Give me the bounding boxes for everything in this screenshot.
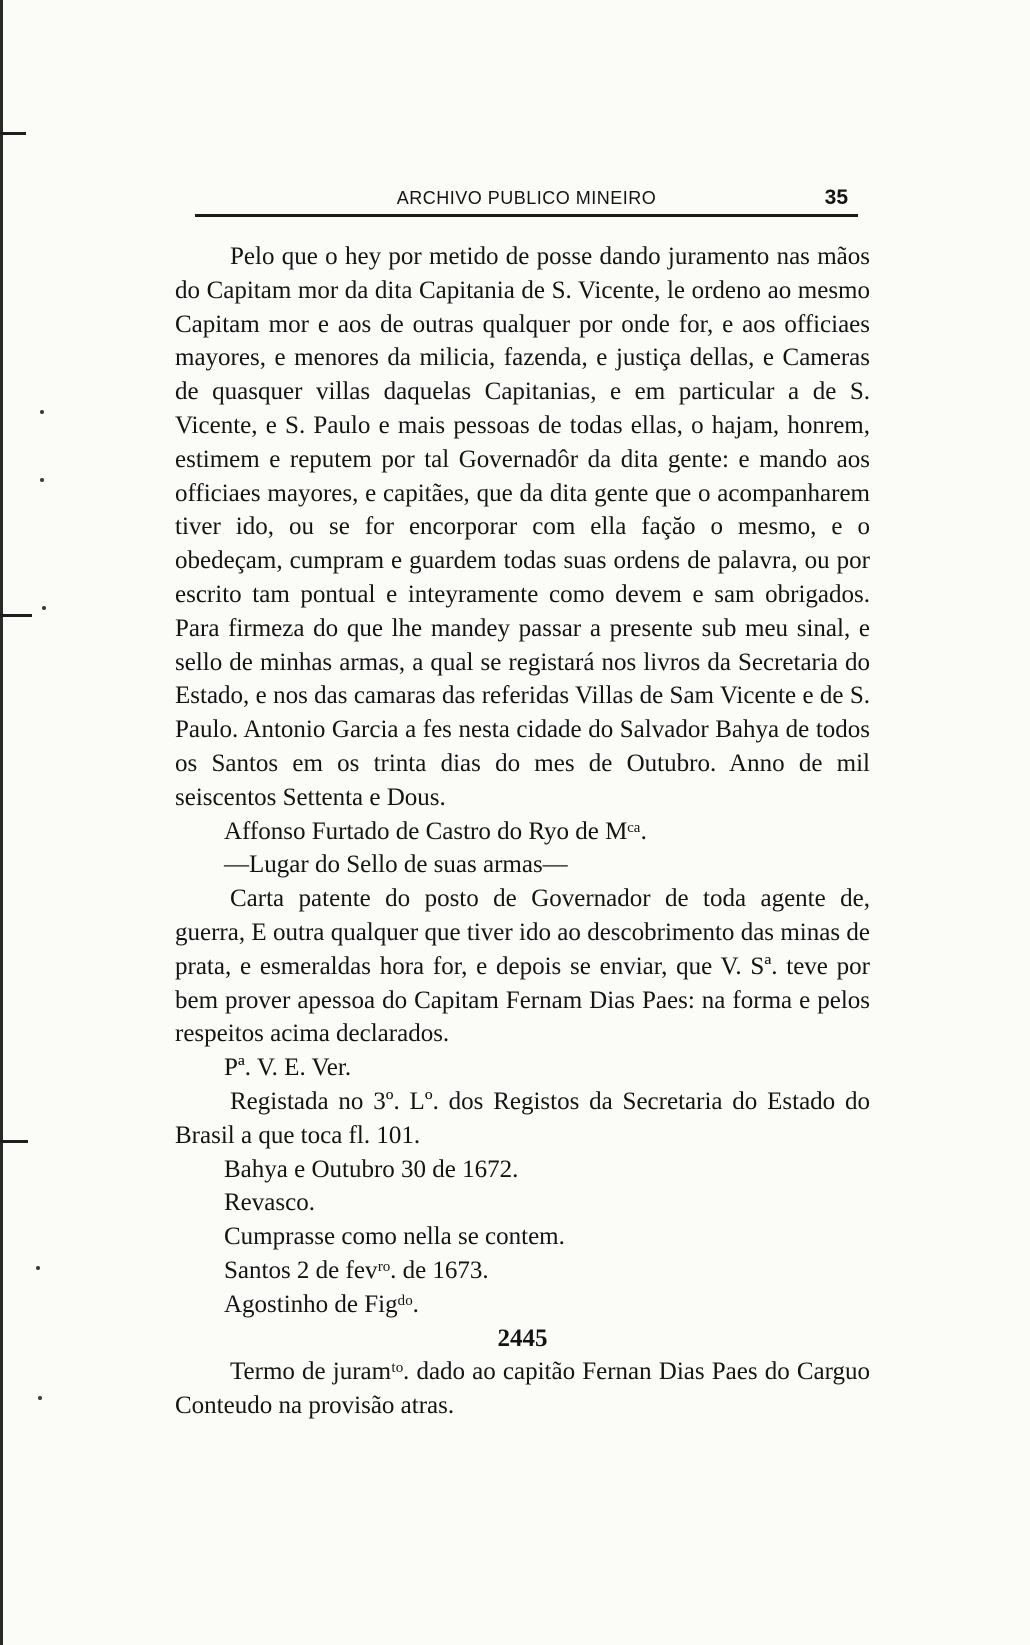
running-title: ARCHIVO PUBLICO MINEIRO: [396, 188, 657, 208]
page-edge: [0, 0, 3, 1645]
compliance-line: Cumprasse como nella se contem.: [224, 1223, 565, 1251]
registration-paragraph: Registada no 3º. Lº. dos Registos da Secretaria do Estado do Brasil a que toca fl. 101.: [175, 1087, 870, 1149]
per-vossa-excelencia: Pª. V. E. Ver.: [224, 1054, 352, 1082]
main-paragraph: Pelo que o hey por metido de posse dando juramento nas mãos do Capitam mor da dita Capitania de S. Vicente, le ordeno ao mesmo Capitam mor e aos de outras qualquer por onde for, e aos officiaes mayores, e menores da milicia, fazenda, e justiça dellas, e Cameras de quasquer villas daquelas Capitanias, e em particular a de S. Vicente, e S. Paulo e mais pessoas de todas ellas, o hajam, honrem, estimem e reputem por tal Governadôr da dita gente: e mando aos officiaes mayores, e capitães, que da dita gente que o acompanharem tiver ido, ou se for encorporar com ella façăo o mesmo, e o obedeçam, cumpram e guardem todas suas ordens de palavra, ou por escrito tam pontual e inteyramente como devem e sam obrigados. Para firmeza do que lhe mandey passar a presente sub meu sinal, e sello de minhas armas, a qual se registará nos livros da Secretaria do Estado, e nos das camaras das referidas Villas de Sam Vicente e de S. Paulo. Antonio Garcia a fes nesta cidade do Salvador Bahya de todos os Santos em os trinta dias do mes de Outubro. Anno de mil seiscentos Settenta e Dous.: [175, 243, 870, 811]
second-signature: Agostinho de Figᵈᵒ.: [224, 1290, 419, 1318]
speck: [36, 1266, 40, 1270]
signature: Affonso Furtado de Castro do Ryo de Mᶜᵃ.: [224, 817, 647, 845]
speck: [40, 410, 44, 414]
document-number: 2445: [497, 1324, 548, 1352]
margin-mark: [0, 1140, 28, 1143]
page-body: [175, 240, 870, 1423]
margin-mark: [0, 614, 32, 617]
registrar: Revasco.: [224, 1189, 315, 1217]
page-header: [195, 186, 858, 220]
speck: [38, 1396, 42, 1400]
page-number: 35: [824, 186, 848, 209]
speck: [40, 478, 44, 482]
header-rule: [195, 214, 858, 217]
seal-note: —Lugar do Sello de suas armas—: [224, 851, 568, 879]
santos-date: Santos 2 de fevʳᵒ. de 1673.: [224, 1256, 489, 1284]
date-line: Bahya e Outubro 30 de 1672.: [224, 1155, 519, 1183]
closing-paragraph: Termo de juramᵗᵒ. dado ao capitão Fernan Dias Paes do Carguo Conteudo na provisão atras.: [175, 1358, 870, 1420]
margin-mark: [0, 132, 26, 135]
summary-paragraph: Carta patente do posto de Governador de toda agente de, guerra, E outra qualquer que tiver ido ao descobrimento das minas de prata, e esmeraldas hora for, e depois se enviar, que V. Sª. teve por bem prover apessoa do Capitam Fernam Dias Paes: na forma e pelos respeitos acima declarados.: [175, 885, 870, 1048]
speck: [42, 606, 46, 610]
